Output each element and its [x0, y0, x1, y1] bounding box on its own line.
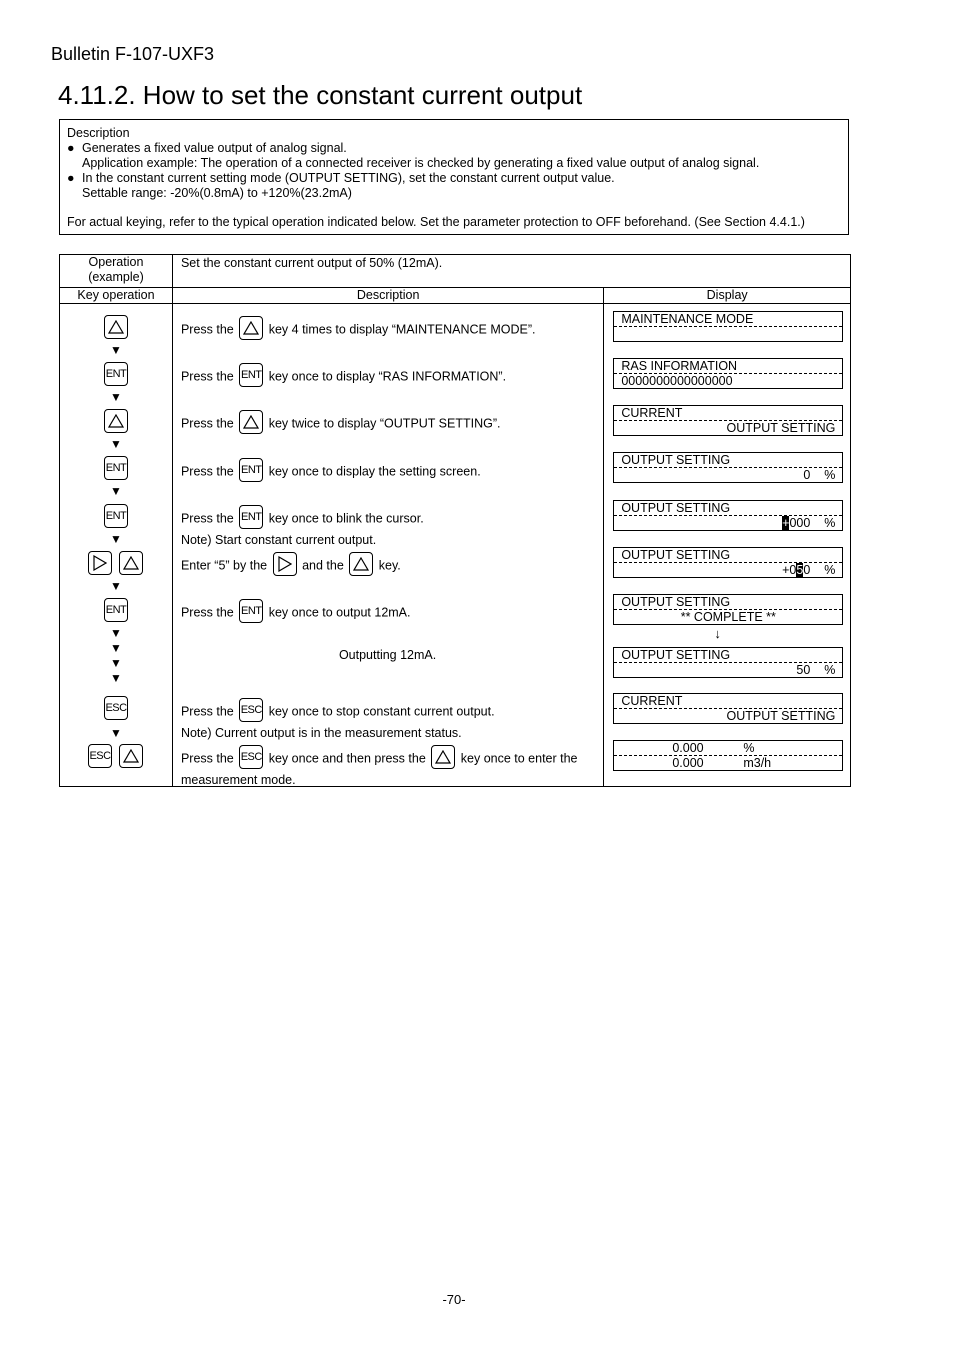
esc-key-icon: ESC: [104, 696, 128, 720]
lcd-display-7: OUTPUT SETTING ** COMPLETE **: [613, 594, 843, 625]
operation-text-cell: Set the constant current output of 50% (12mA).: [172, 255, 850, 288]
right-key-icon: [273, 552, 297, 576]
description-column: [172, 304, 603, 787]
col-header-description: Description: [172, 288, 603, 304]
ent-key-icon: ENT: [104, 598, 128, 622]
lcd-display-4: OUTPUT SETTING 0 %: [613, 452, 843, 483]
section-title: 4.11.2. How to set the constant current output: [58, 80, 583, 110]
step-10-text: Press the ESC key once and then press the key once to enter the: [181, 749, 578, 769]
col-header-display: Display: [604, 288, 851, 304]
step-arrow-icon: ▼: [110, 626, 122, 640]
esc-key-icon: ESC: [88, 744, 112, 768]
lcd-display-6: OUTPUT SETTING +050 %: [613, 547, 843, 578]
step-6-note: Note) Start constant current output.: [180, 533, 377, 547]
description-label: Description: [67, 126, 130, 140]
step-10-text-cont: measurement mode.: [180, 773, 296, 787]
ent-key-icon: ENT: [104, 362, 128, 386]
up-key-icon: [239, 316, 263, 340]
bullet-dot-icon: ●: [67, 141, 75, 155]
up-key-icon: [104, 409, 128, 433]
step-2-text: Press the ENT key once to display “RAS INFORMATION”.: [181, 367, 506, 387]
step-8-text: Outputting 12mA.: [338, 648, 437, 662]
up-key-icon: [239, 410, 263, 434]
lcd-display-9: CURRENT OUTPUT SETTING: [613, 693, 843, 724]
step-arrow-icon: ▼: [110, 390, 122, 404]
description-bullet-2-sub: Settable range: -20%(0.8mA) to +120%(23.2mA): [82, 186, 352, 200]
step-arrow-icon: ▼: [110, 726, 122, 740]
step-10-note: Note) Current output is in the measurement status.: [180, 726, 462, 740]
esc-key-icon: ESC: [239, 745, 263, 769]
page-number: -70-: [442, 1292, 466, 1307]
lcd-display-10: 0.000 % 0.000 m3/h: [613, 740, 843, 771]
ent-key-icon: ENT: [239, 599, 263, 623]
step-4-text: Press the ENT key once to display the setting screen.: [181, 462, 481, 482]
down-arrow-icon: ↓: [714, 626, 721, 641]
right-key-icon: [88, 551, 112, 575]
description-bullet-2: ● In the constant current setting mode (OUTPUT SETTING), set the constant current output value.: [67, 171, 615, 185]
step-arrow-icon: ▼: [110, 532, 122, 546]
ent-key-icon: ENT: [239, 363, 263, 387]
step-arrow-icon: ▼: [110, 484, 122, 498]
step-arrow-icon: ▼: [110, 656, 122, 670]
up-key-icon: [431, 745, 455, 769]
ent-key-icon: ENT: [239, 505, 263, 529]
step-arrow-icon: ▼: [110, 343, 122, 357]
description-bullet-1-sub: Application example: The operation of a connected receiver is checked by generating a fixed value output of analog signal.: [82, 156, 760, 170]
blinking-cursor: +: [782, 516, 790, 530]
step-arrow-icon: ▼: [110, 437, 122, 451]
step-1-text: Press the key 4 times to display “MAINTENANCE MODE”.: [181, 320, 536, 340]
step-arrow-icon: ▼: [110, 671, 122, 685]
up-key-icon: [104, 315, 128, 339]
blinking-cursor: 5: [796, 563, 804, 577]
lcd-display-3: CURRENT OUTPUT SETTING: [613, 405, 843, 436]
lcd-display-5: OUTPUT SETTING +000 %: [613, 500, 843, 531]
up-key-icon: [349, 552, 373, 576]
description-note: For actual keying, refer to the typical operation indicated below. Set the parameter protection to OFF beforehand. (See Section 4.4.1.): [67, 215, 805, 229]
step-5-text: Press the ENT key once to blink the cursor.: [181, 509, 424, 529]
bullet-dot-icon: ●: [67, 171, 75, 185]
operation-table: [59, 254, 851, 787]
description-box: [59, 119, 849, 235]
lcd-display-1: MAINTENANCE MODE: [613, 311, 843, 342]
step-9-text: Press the ESC key once to stop constant current output.: [181, 702, 495, 722]
bulletin-header: Bulletin F-107-UXF3: [51, 44, 215, 64]
ent-key-icon: ENT: [104, 504, 128, 528]
ent-key-icon: ENT: [104, 456, 128, 480]
step-3-text: Press the key twice to display “OUTPUT SETTING”.: [181, 414, 501, 434]
key-operation-column: [60, 304, 173, 787]
step-6-text: Enter “5” by the and the key.: [181, 556, 401, 576]
description-bullet-1: ● Generates a fixed value output of analog signal.: [67, 141, 347, 155]
step-7-text: Press the ENT key once to output 12mA.: [181, 603, 411, 623]
step-arrow-icon: ▼: [110, 579, 122, 593]
lcd-display-8: OUTPUT SETTING 50 %: [613, 647, 843, 678]
operation-label-cell: Operation (example): [60, 255, 173, 288]
col-header-key: Key operation: [60, 288, 173, 304]
step-arrow-icon: ▼: [110, 641, 122, 655]
up-key-icon: [119, 744, 143, 768]
lcd-display-2: RAS INFORMATION 0000000000000000: [613, 358, 843, 389]
display-column: [604, 304, 851, 787]
esc-key-icon: ESC: [239, 698, 263, 722]
up-key-icon: [119, 551, 143, 575]
ent-key-icon: ENT: [239, 458, 263, 482]
